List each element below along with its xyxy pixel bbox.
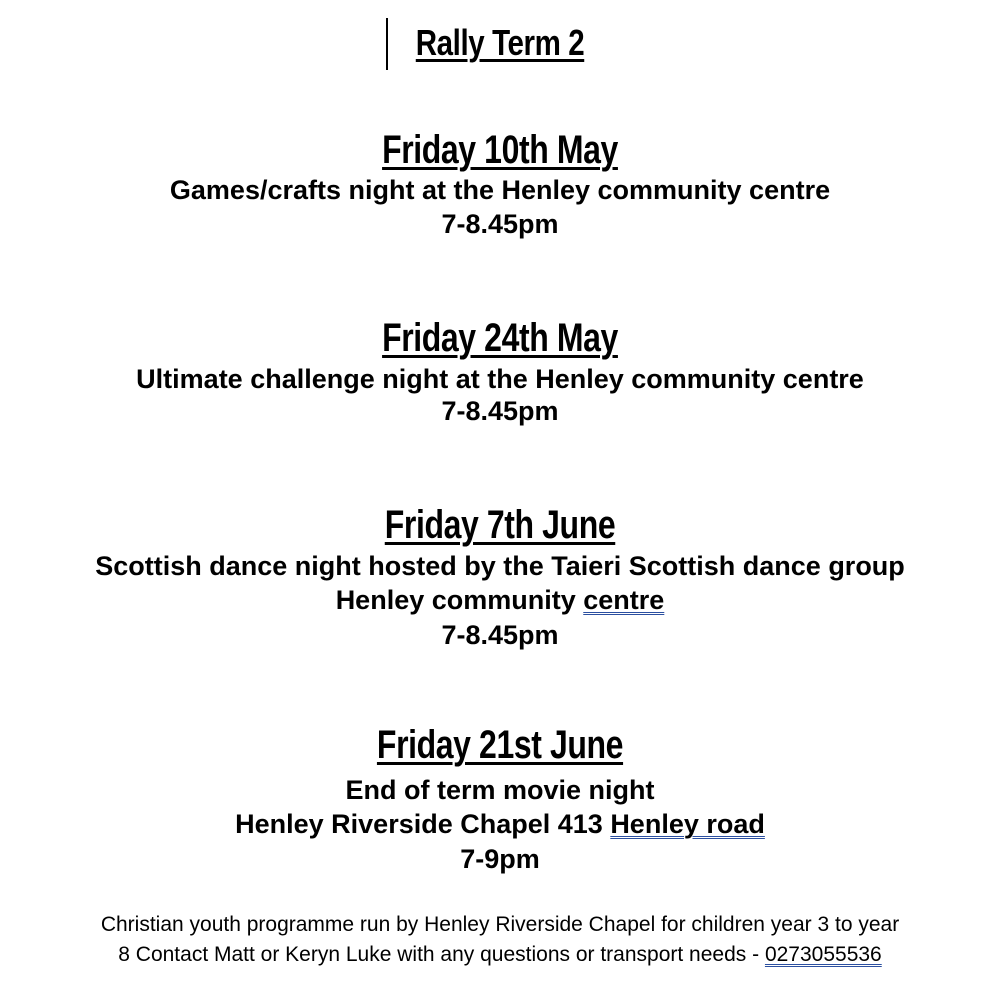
event-3-description: Scottish dance night hosted by the Taieri Scottish dance group (95, 551, 905, 581)
event-2-description: Ultimate challenge night at the Henley community centre (136, 364, 864, 394)
event-4-location-link[interactable]: Henley road (610, 809, 765, 839)
event-3-location-text: Henley community (335, 585, 584, 615)
event-3-location (0, 583, 1000, 617)
footer-line-1: Christian youth programme run by Henley Riverside Chapel for children year 3 to year (100, 913, 900, 936)
footer-phone-link[interactable]: 0273055536 (764, 943, 882, 966)
footer-contact-text: 8 Contact Matt or Keryn Luke with any questions or transport needs - (118, 943, 765, 966)
event-2-time: 7-8.45pm (441, 396, 559, 426)
event-4-location-text: Henley Riverside Chapel 413 (235, 809, 611, 839)
event-3-time: 7-8.45pm (441, 620, 559, 650)
event-1-date: Friday 10th May (382, 128, 618, 172)
event-4-time: 7-9pm (460, 844, 540, 874)
event-3-date: Friday 7th June (384, 503, 616, 547)
event-4-date: Friday 21st June (376, 723, 624, 767)
page-title: Rally Term 2 (415, 22, 585, 63)
event-2-date: Friday 24th May (382, 316, 618, 360)
footer-line-2 (0, 939, 1000, 970)
event-4-description: End of term movie night (345, 775, 655, 805)
event-3-location-link[interactable]: centre (583, 585, 665, 615)
event-1-description: Games/crafts night at the Henley community centre (169, 175, 831, 205)
event-4-location (0, 807, 1000, 841)
event-1-time: 7-8.45pm (441, 209, 559, 239)
